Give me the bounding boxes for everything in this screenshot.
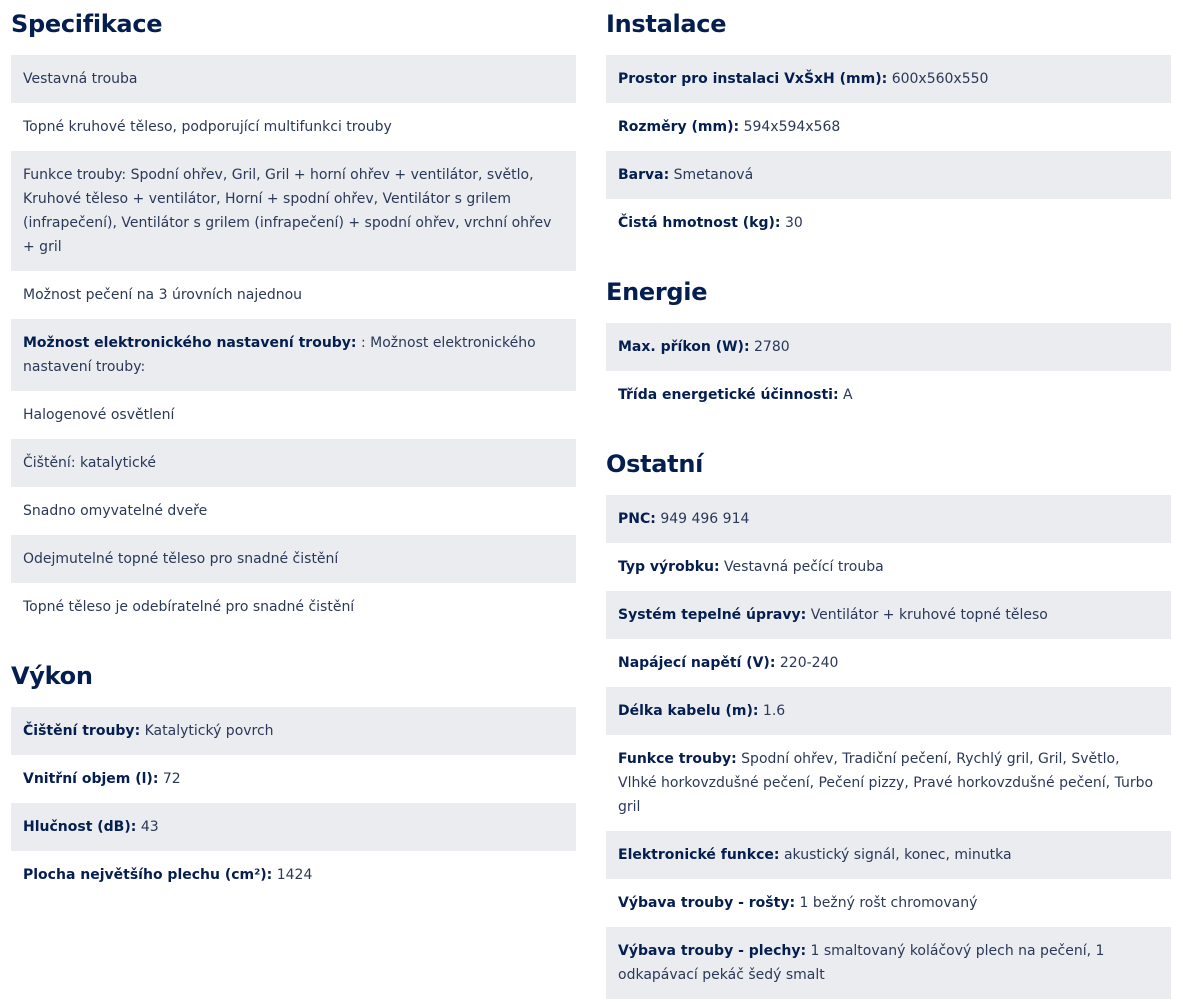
spec-value: 949 496 914 [660,511,750,527]
spec-row [11,707,576,755]
spec-value: Čištění: katalytické [23,455,156,471]
spec-row [11,803,576,851]
spec-row [11,487,576,535]
spec-value: 1424 [276,867,313,883]
spec-label: Výbava trouby - plechy: [618,943,807,959]
spec-value: 1 smaltovaný koláčový plech na pečení, 1 odkapávací pekáč šedý smalt [618,943,1105,983]
spec-row [606,639,1171,687]
spec-value: A [843,387,853,403]
spec-value: Halogenové osvětlení [23,407,175,423]
spec-row [606,687,1171,735]
spec-label: Typ výrobku: [618,559,720,575]
spec-list-specifikace [11,55,576,631]
spec-value: 1.6 [762,703,786,719]
spec-label: Rozměry (mm): [618,119,740,135]
spec-value: : Možnost elektronického nastavení trouby: [23,335,536,375]
spec-label: PNC: [618,511,656,527]
spec-row [11,319,576,391]
spec-row [606,199,1171,247]
spec-value: Snadno omyvatelné dveře [23,503,208,519]
spec-label: Elektronické funkce: [618,847,780,863]
spec-label: Délka kabelu (m): [618,703,759,719]
spec-value: Možnost pečení na 3 úrovních najednou [23,287,303,303]
spec-label: Čistá hmotnost (kg): [618,215,781,231]
spec-row [11,391,576,439]
spec-label: Funkce trouby: [618,751,737,767]
section-title-ostatni: Ostatní [606,450,704,478]
spec-label: Výbava trouby - rošty: [618,895,796,911]
spec-row [606,591,1171,639]
spec-value: 2780 [754,339,790,355]
spec-value: 1 bežný rošt chromovaný [799,895,978,911]
spec-row [606,879,1171,927]
spec-value: Odejmutelné topné těleso pro snadné čistění [23,551,339,567]
section-title-specifikace: Specifikace [11,10,163,38]
spec-value: 600x560x550 [891,71,989,87]
spec-list-ostatni [606,495,1171,999]
spec-label: Plocha největšího plechu (cm²): [23,867,273,883]
spec-row [11,271,576,319]
spec-value: 594x594x568 [743,119,841,135]
spec-value: Topné těleso je odebíratelné pro snadné čistění [23,599,355,615]
spec-row [606,927,1171,999]
spec-label: Vnitřní objem (l): [23,771,159,787]
spec-value: 220-240 [779,655,839,671]
spec-label: Možnost elektronického nastavení trouby: [23,335,357,351]
spec-row [11,103,576,151]
spec-value: 43 [140,819,159,835]
spec-row [606,323,1171,371]
spec-label: Systém tepelné úpravy: [618,607,807,623]
spec-list-instalace [606,55,1171,247]
spec-row [11,535,576,583]
spec-label: Max. příkon (W): [618,339,750,355]
spec-row [606,495,1171,543]
spec-row [11,55,576,103]
spec-label: Napájecí napětí (V): [618,655,776,671]
spec-value: 30 [784,215,803,231]
spec-label: Čištění trouby: [23,723,141,739]
spec-row [11,439,576,487]
spec-list-energie [606,323,1171,419]
section-title-instalace: Instalace [606,10,727,38]
spec-value: Spodní ohřev, Tradiční pečení, Rychlý gril, Gril, Světlo, Vlhké horkovzdušné pečení, Pečení pizzy, Pravé horkovzdušné pečení, Turbo gril [618,751,1154,815]
spec-row [606,103,1171,151]
spec-list-vykon [11,707,576,899]
section-title-vykon: Výkon [11,662,93,690]
spec-row [606,151,1171,199]
spec-row [606,371,1171,419]
spec-label: Hlučnost (dB): [23,819,137,835]
section-title-energie: Energie [606,278,708,306]
spec-value: Vestavná trouba [23,71,138,87]
spec-value: Funkce trouby: Spodní ohřev, Gril, Gril + horní ohřev + ventilátor, světlo, Kruhové těleso + ventilátor, Horní + spodní ohřev, Ventilátor s grilem (infrapečení), Ventilátor s grilem (infrapečení) + spodní ohřev, vrchní ohřev + gril [23,167,552,255]
spec-row [606,55,1171,103]
spec-row [606,831,1171,879]
spec-value: Katalytický povrch [144,723,274,739]
spec-label: Třída energetické účinnosti: [618,387,839,403]
spec-value: Smetanová [673,167,754,183]
spec-row [11,755,576,803]
spec-label: Prostor pro instalaci VxŠxH (mm): [618,71,888,87]
spec-row [11,151,576,271]
spec-row [11,851,576,899]
spec-value: 72 [162,771,181,787]
spec-value: Ventilátor + kruhové topné těleso [810,607,1048,623]
spec-value: Topné kruhové těleso, podporující multifunkci trouby [23,119,392,135]
spec-label: Barva: [618,167,670,183]
spec-value: Vestavná pečící trouba [724,559,884,575]
spec-row [606,735,1171,831]
spec-value: akustický signál, konec, minutka [783,847,1012,863]
spec-row [11,583,576,631]
spec-row [606,543,1171,591]
